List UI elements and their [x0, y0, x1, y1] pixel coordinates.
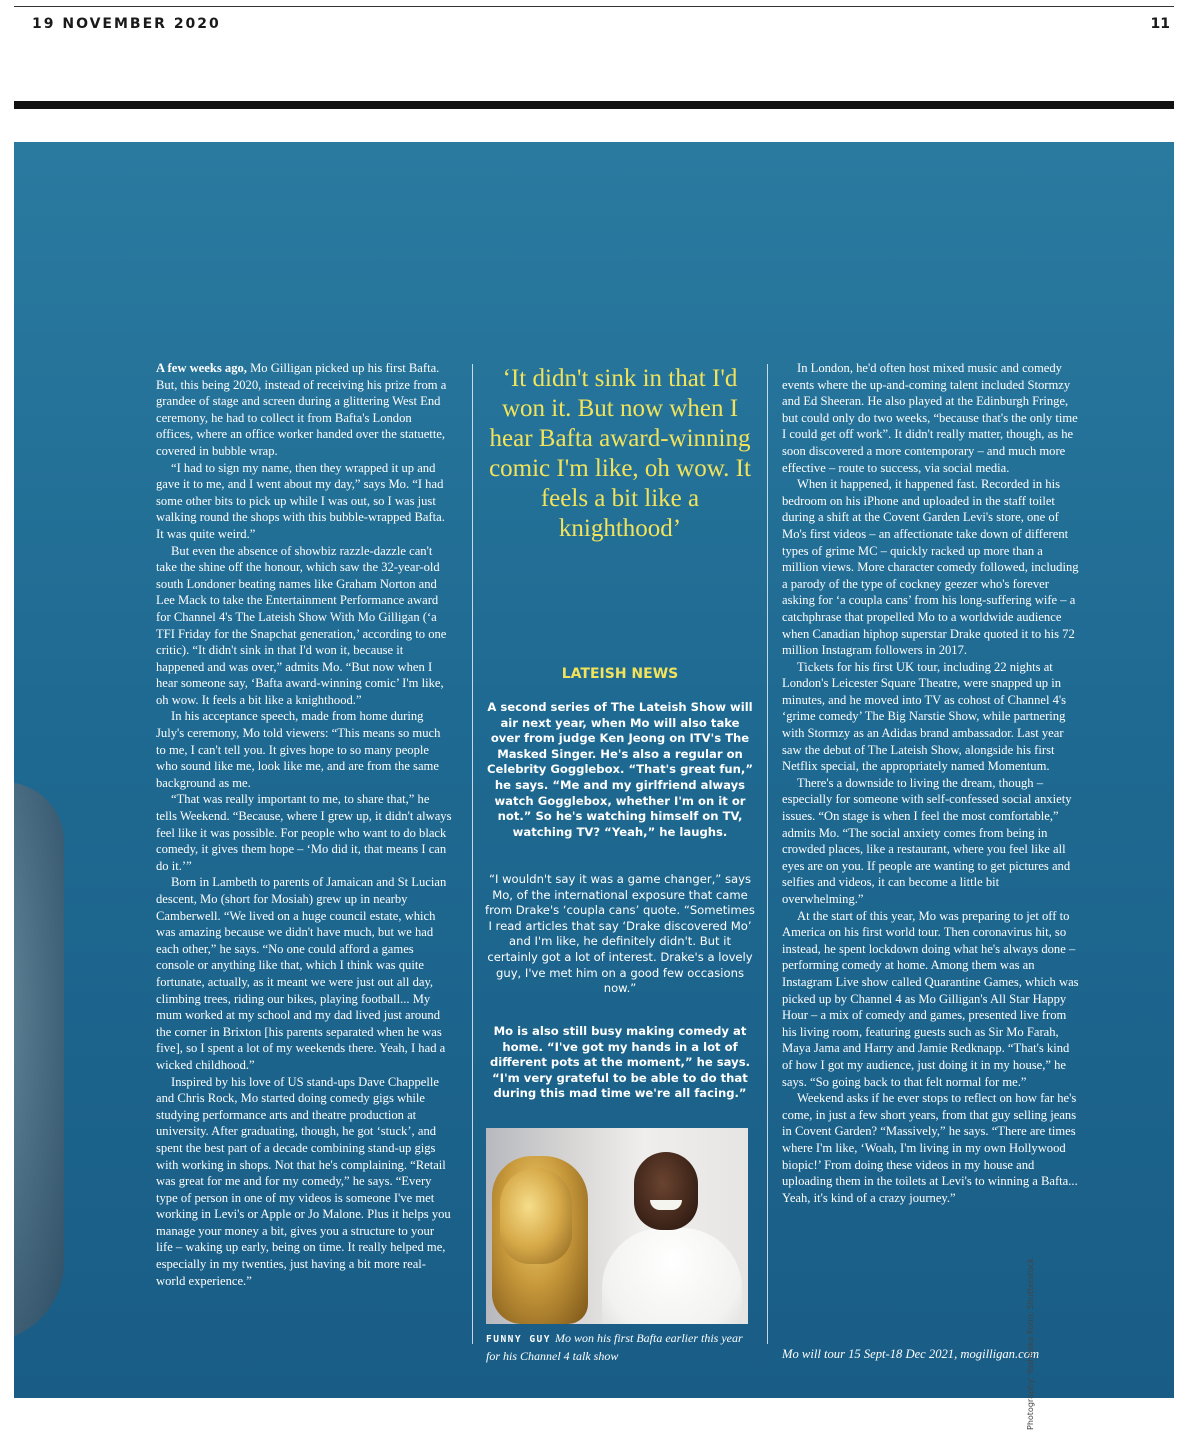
column1-paragraph-3: But even the absence of showbiz razzle-dazzle can't take the shine off the honour, which saw the 32-year-old south Londoner beating names like Graham Norton and Lee Mack to take the Entertainment Performance award for Channel 4's The Lateish Show With Mo Gilligan (‘a TFI Friday for the Snapchat generation,’ according to one critic). “It didn't sink in that I'd won it, because it happened and was over,” admits Mo. “But now when I hear someone say, ‘Bafta award-winning comic’ I'm like, oh wow. It feels a bit like a knighthood.” [156, 543, 447, 707]
column3-paragraph-6: Weekend asks if he ever stops to reflect on how far he's come, in just a few short years, from that guy selling jeans in Covent Garden? “Massively,” he says. “There are times where I'm like, ‘Woah, I'm living in my own Hollywood biopic!’ From doing these videos in my house and uploading them in the toilets at Levi's to winning a Bafta... Yeah, it's kind of a crazy journey.” [782, 1091, 1078, 1205]
denim-sleeve-image [14, 782, 64, 1342]
caption-text: Mo won his first Bafta earlier this year for his Channel 4 talk show [486, 1331, 743, 1363]
column-divider-2 [767, 364, 768, 1344]
person-shirt [602, 1228, 742, 1324]
column1-paragraph-4: In his acceptance speech, made from home during July's ceremony, Mo told viewers: “This means so much to me, I can't tell you. It gives hope to so many people who sound like me, look like me, and are from the same background as me. [156, 709, 441, 790]
top-rule [14, 6, 1174, 7]
person-head [634, 1152, 698, 1230]
photo-credit: Photography: Yoshitaka Kono; Shutterstock [1026, 1258, 1036, 1430]
sidebar-paragraph-1: A second series of The Lateish Show will air next year, when Mo will also take over from judge Ken Jeong on ITV's The Masked Singer. He's also a regular on Celebrity Gogglebox. “That's great fun,” he says. “Me and my girlfriend always watch Gogglebox, whether I'm on it or not.” So he's watching himself on TV, watching TV? “Yeah,” he laughs. [487, 700, 753, 839]
column-divider-1 [472, 364, 473, 1344]
article-column-3 [782, 360, 1080, 1206]
person-smile [650, 1200, 682, 1210]
pull-quote: ‘It didn't sink in that I'd won it. But now when I hear Bafta award-winning comic I'm like, oh wow. It feels a bit like a knighthood’ [489, 365, 751, 542]
article-column-1 [156, 360, 452, 1289]
sidebar-paragraph-2: “I wouldn't say it was a game changer,” says Mo, of the international exposure that came from Drake's ‘coupla cans’ quote. “Sometimes I read articles that say ‘Drake discovered Mo’ and I'm like, he definitely didn't. But it certainly got a lot of interest. Drake's a lovely guy, I've met him on a good few occasions now.” [485, 872, 755, 996]
bafta-photo [486, 1128, 748, 1324]
issue-date: 19 NOVEMBER 2020 [32, 16, 221, 32]
column3-paragraph-3: Tickets for his first UK tour, including 22 nights at London's Leicester Square Theatre, were snapped up in minutes, and he moved into TV as cohost of Channel 4's ‘grime comedy’ The Big Narstie Show, while partnering with Stormzy as an Adidas brand ambassador. Last year saw the debut of The Lateish Show, alongside his first Netflix special, the appropriately named Momentum. [782, 659, 1067, 774]
column1-paragraph-2: “I had to sign my name, then they wrapped it up and gave it to me, and I went about my day,” says Mo. “I had some other bits to pick up while I was out, so I was just walking round the shops with this bubble-wrapped Bafta. It was quite weird.” [156, 460, 445, 541]
sidebar-paragraph-3: Mo is also still busy making comedy at home. “I've got my hands in a lot of different pots at the moment,” he says. “I'm very grateful to be able to do that during this mad time we're all facing.” [489, 1024, 750, 1101]
column1-paragraph-6: Born in Lambeth to parents of Jamaican and St Lucian descent, Mo (short for Mosiah) grew up in nearby Camberwell. “We lived on a huge council estate, which was amazing because we didn't have much, but we had each other,” he says. “No one could afford a games console or anything like that, which I think was quite fortunate, actually, as it meant we were just out all day, climbing trees, riding our bikes, playing football... My mum worked at my school and my dad lived just around the corner in Brixton [his parents separated when he was five], so I spent a lot of my weekends there. Yeah, I had a wicked childhood.” [156, 875, 447, 1072]
page-number: 11 [1150, 16, 1170, 32]
column1-paragraph-1 [156, 360, 452, 460]
column1-paragraph-1-text: Mo Gilligan picked up his first Bafta. But, this being 2020, instead of receiving his prize from a grandee of stage and screen during a glittering West End ceremony, he had to collect it from Bafta's London offices, where an office worker handed over the statuette, covered in bubble wrap. [156, 361, 447, 458]
column3-paragraph-4: There's a downside to living the dream, though – especially for someone with self-confessed social anxiety issues. “On stage is when I feel the most comfortable,” admits Mo. “The social anxiety comes from being in crowded places, like a restaurant, where you feel like all eyes are on you. If people are wanting to get pictures and selfies and videos, it can become a little bit overwhelming.” [782, 775, 1072, 906]
sidebar-title: LATEISH NEWS [561, 666, 679, 682]
header-divider [14, 101, 1174, 109]
lead-in: A few weeks ago, [156, 361, 247, 375]
photo-caption [486, 1330, 758, 1364]
column1-paragraph-5: “That was really important to me, to share that,” he tells Weekend. “Because, where I grew up, it didn't always feel like it was possible. For people who want to do black comedy, it gives them hope – ‘Mo did it, that means I can do it.’” [156, 792, 452, 873]
column3-paragraph-2: When it happened, it happened fast. Recorded in his bedroom on his iPhone and uploaded in the staff toilet during a shift at the Covent Garden Levi's store, one of Mo's first videos – an affectionate take down of different types of grime MC – quickly racked up more than a million views. More character comedy followed, including a parody of the type of cockney geezer who's forever asking for ‘a coupla cans’ from his long-suffering wife – a catchphrase that propelled Mo to a worldwide audience when Canadian hiphop superstar Drake quoted it to his 72 million Instagram followers in 2017. [782, 477, 1079, 658]
column1-paragraph-7: Inspired by his love of US stand-ups Dave Chappelle and Chris Rock, Mo started doing comedy gigs while studying performance arts and theatre production at university. After graduating, though, he got ‘stuck’, and spent the best part of a decade combining stand-up gigs with working in shops. Not that he's complaining. “Retail was great for me and for my comedy,” he says. “Every type of person in one of my videos is someone I've met working in Levi's or Apple or Jo Malone. Plus it helps you manage your money a bit, gives you a structure to your life – waking up early, being on time. It really helped me, especially in my twenties, just having a bit more real-world experience.” [156, 1074, 451, 1288]
caption-label: FUNNY GUY [486, 1334, 551, 1345]
tour-note: Mo will tour 15 Sept-18 Dec 2021, mogilligan.com [782, 1347, 1040, 1361]
column3-paragraph-1: In London, he'd often host mixed music and comedy events where the up-and-coming talent included Stormzy and Ed Sheeran. He also played at the Edinburgh Fringe, but could only do two weeks, “because that's the only time I could get off work”. It didn't really matter, though, as he soon discovered a more contemporary – and much more effective – route to success, via social media. [782, 361, 1078, 475]
bafta-mask-face [500, 1168, 572, 1264]
column3-paragraph-5: At the start of this year, Mo was preparing to jet off to America on his first world tour. Then coronavirus hit, so instead, he spent lockdown doing what he's always done – performing comedy at home. Among them was an Instagram Live show called Quarantine Games, which was picked up by Channel 4 as Mo Gilligan's All Star Happy Hour – a mix of comedy and games, presented live from his living room, featuring guests such as Sir Mo Farah, Maya Jama and Harry and Jamie Redknapp. “That's kind of how I got my audience, just doing it in my house,” he says. “So going back to that felt normal for me.” [782, 908, 1079, 1089]
